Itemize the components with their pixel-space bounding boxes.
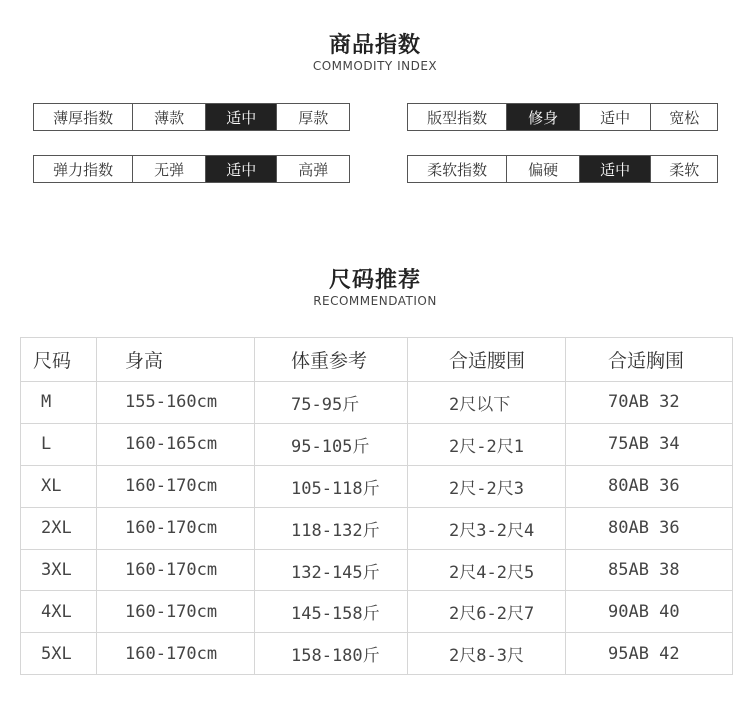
index-option: 厚款 — [276, 104, 349, 130]
header-bust: 合适胸围 — [566, 338, 733, 382]
table-row — [21, 633, 733, 675]
cell-waist: 2尺以下 — [408, 382, 566, 424]
cell-weight: 158-180斤 — [255, 633, 408, 675]
header-waist: 合适腰围 — [408, 338, 566, 382]
cell-height: 160-170cm — [97, 507, 255, 549]
cell-size: 2XL — [21, 507, 97, 549]
index-option-selected: 适中 — [579, 156, 651, 182]
index-label: 柔软指数 — [427, 160, 488, 179]
table-row — [21, 382, 733, 424]
index-option-selected: 修身 — [506, 104, 579, 130]
cell-height: 160-170cm — [97, 465, 255, 507]
cell-waist: 2尺3-2尺4 — [408, 507, 566, 549]
cell-size: L — [21, 423, 97, 465]
index-option: 柔软 — [650, 156, 717, 182]
cell-weight: 132-145斤 — [255, 549, 408, 591]
table-row — [21, 591, 733, 633]
cell-bust: 90AB 40 — [566, 591, 733, 633]
cell-height: 160-165cm — [97, 423, 255, 465]
cell-weight: 105-118斤 — [255, 465, 408, 507]
size-table — [20, 337, 733, 675]
index-option: 适中 — [579, 104, 651, 130]
index-option: 高弹 — [276, 156, 349, 182]
cell-weight: 95-105斤 — [255, 423, 408, 465]
index-option: 宽松 — [650, 104, 717, 130]
cell-bust: 80AB 36 — [566, 465, 733, 507]
index-group-fit — [407, 103, 718, 131]
index-option: 薄款 — [132, 104, 205, 130]
cell-size: 3XL — [21, 549, 97, 591]
index-option-selected: 适中 — [205, 156, 277, 182]
index-label: 薄厚指数 — [53, 108, 114, 127]
header-size: 尺码 — [21, 338, 97, 382]
cell-weight: 75-95斤 — [255, 382, 408, 424]
cell-size: 5XL — [21, 633, 97, 675]
cell-waist: 2尺8-3尺 — [408, 633, 566, 675]
cell-weight: 145-158斤 — [255, 591, 408, 633]
recommendation-subtitle: RECOMMENDATION — [313, 294, 437, 308]
table-row — [21, 507, 733, 549]
index-option-selected: 适中 — [205, 104, 277, 130]
cell-size: 4XL — [21, 591, 97, 633]
index-option: 偏硬 — [506, 156, 579, 182]
cell-waist: 2尺-2尺1 — [408, 423, 566, 465]
index-option: 无弹 — [132, 156, 205, 182]
cell-size: M — [21, 382, 97, 424]
index-group-softness — [407, 155, 718, 183]
cell-height: 155-160cm — [97, 382, 255, 424]
cell-bust: 70AB 32 — [566, 382, 733, 424]
index-group-thickness — [33, 103, 350, 131]
cell-waist: 2尺6-2尺7 — [408, 591, 566, 633]
cell-size: XL — [21, 465, 97, 507]
header-weight: 体重参考 — [255, 338, 408, 382]
cell-waist: 2尺-2尺3 — [408, 465, 566, 507]
index-label: 版型指数 — [427, 108, 488, 127]
index-label: 弹力指数 — [53, 160, 114, 179]
cell-bust: 80AB 36 — [566, 507, 733, 549]
commodity-index-subtitle: COMMODITY INDEX — [312, 59, 438, 73]
table-header-row — [21, 338, 733, 382]
table-row — [21, 423, 733, 465]
commodity-index-title: 商品指数 — [328, 33, 421, 58]
cell-bust: 75AB 34 — [566, 423, 733, 465]
header-height: 身高 — [97, 338, 255, 382]
index-group-elasticity — [33, 155, 350, 183]
cell-bust: 85AB 38 — [566, 549, 733, 591]
cell-height: 160-170cm — [97, 633, 255, 675]
cell-bust: 95AB 42 — [566, 633, 733, 675]
cell-height: 160-170cm — [97, 591, 255, 633]
cell-waist: 2尺4-2尺5 — [408, 549, 566, 591]
cell-height: 160-170cm — [97, 549, 255, 591]
recommendation-title: 尺码推荐 — [328, 268, 421, 293]
cell-weight: 118-132斤 — [255, 507, 408, 549]
table-row — [21, 549, 733, 591]
table-row — [21, 465, 733, 507]
